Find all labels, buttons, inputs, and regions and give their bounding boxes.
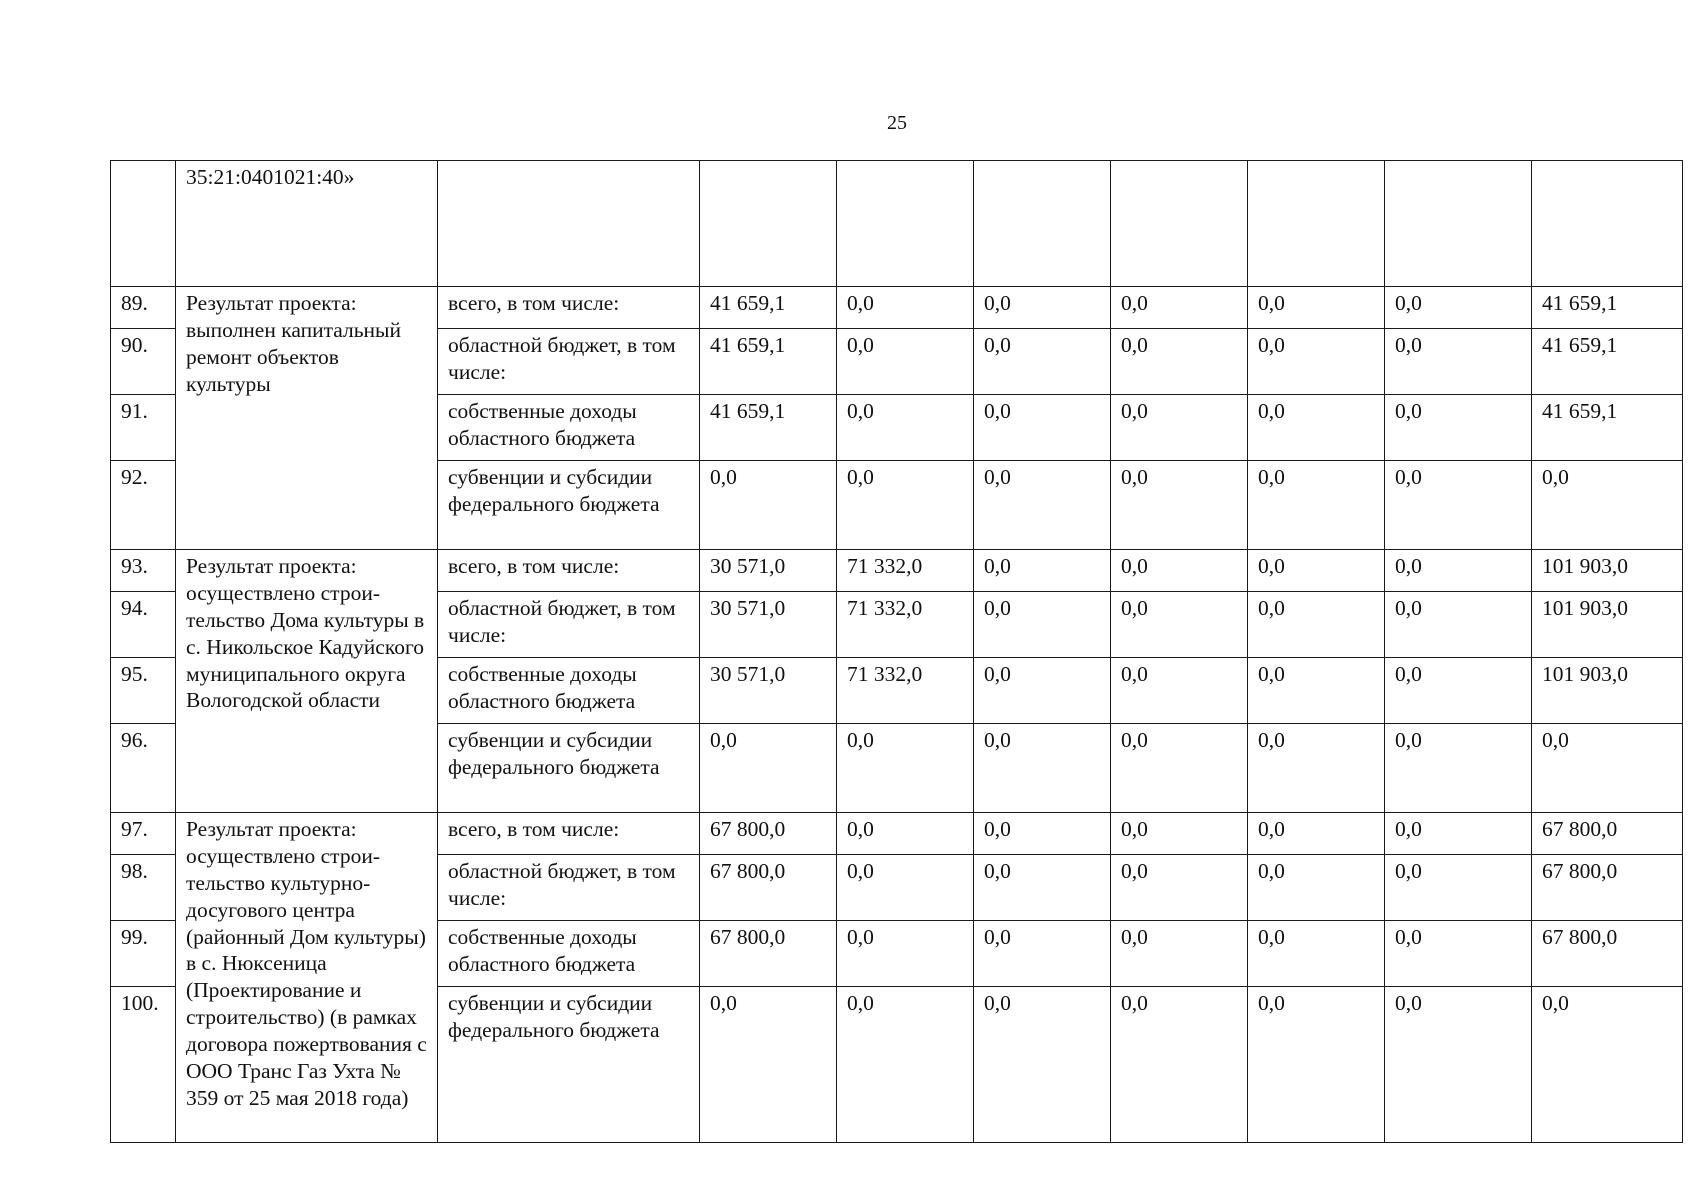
- value-cell: 0,0: [1248, 658, 1385, 724]
- value-cell: 67 800,0: [1532, 813, 1683, 855]
- value-cell: 41 659,1: [1532, 287, 1683, 329]
- row-number-cell: 97.: [111, 813, 176, 855]
- value-cell: 0,0: [1248, 813, 1385, 855]
- value-cell: 0,0: [1385, 987, 1532, 1143]
- page-number: 25: [887, 112, 907, 134]
- value-cell: 41 659,1: [1532, 395, 1683, 461]
- value-cell: [1111, 161, 1248, 287]
- value-cell: 0,0: [974, 987, 1111, 1143]
- value-cell: 0,0: [1111, 987, 1248, 1143]
- value-cell: 0,0: [974, 550, 1111, 592]
- value-cell: 0,0: [1385, 592, 1532, 658]
- value-cell: 41 659,1: [700, 329, 837, 395]
- value-cell: 0,0: [974, 461, 1111, 550]
- result-cell: Результат проекта: выполнен капитальный ремонт объектов культуры: [176, 287, 438, 550]
- row-number-cell: 98.: [111, 855, 176, 921]
- value-cell: 0,0: [1385, 658, 1532, 724]
- row-number-cell: 93.: [111, 550, 176, 592]
- value-cell: 0,0: [1385, 813, 1532, 855]
- value-cell: 0,0: [837, 921, 974, 987]
- value-cell: 0,0: [1532, 987, 1683, 1143]
- table-row: [111, 813, 1683, 855]
- value-cell: 71 332,0: [837, 550, 974, 592]
- value-cell: 0,0: [837, 987, 974, 1143]
- value-cell: 0,0: [1111, 287, 1248, 329]
- value-cell: 101 903,0: [1532, 592, 1683, 658]
- row-number-cell: 96.: [111, 724, 176, 813]
- value-cell: 0,0: [974, 592, 1111, 658]
- row-number-cell: 95.: [111, 658, 176, 724]
- funding-source-cell: всего, в том числе:: [438, 813, 700, 855]
- value-cell: 0,0: [1111, 550, 1248, 592]
- value-cell: 0,0: [974, 287, 1111, 329]
- value-cell: 0,0: [1248, 855, 1385, 921]
- value-cell: 0,0: [1248, 987, 1385, 1143]
- funding-source-cell: областной бюджет, в том числе:: [438, 855, 700, 921]
- value-cell: 0,0: [1111, 461, 1248, 550]
- value-cell: 0,0: [1111, 813, 1248, 855]
- result-cell: Результат проекта: осуществлено строительство Дома культуры в с. Никольское Кадуйского муниципального округа Вологодской области: [176, 550, 438, 813]
- value-cell: 0,0: [974, 724, 1111, 813]
- value-cell: 0,0: [1385, 287, 1532, 329]
- value-cell: 41 659,1: [700, 395, 837, 461]
- value-cell: 101 903,0: [1532, 658, 1683, 724]
- value-cell: [700, 161, 837, 287]
- funding-source-cell: субвенции и субсидии федерального бюджета: [438, 724, 700, 813]
- value-cell: 0,0: [1532, 461, 1683, 550]
- value-cell: 67 800,0: [700, 813, 837, 855]
- value-cell: 0,0: [1248, 395, 1385, 461]
- funding-source-cell: всего, в том числе:: [438, 287, 700, 329]
- result-cell: Результат проекта: осуществлено строительство культурно-досугового центра (районный Дом культуры) в с. Нюксеница (Проектирование и строительство) (в рамках договора пожертвования с ООО Транс Газ Ухта № 359 от 25 мая 2018 года): [176, 813, 438, 1143]
- value-cell: 0,0: [974, 329, 1111, 395]
- funding-source-cell: собственные доходы областного бюджета: [438, 395, 700, 461]
- value-cell: 0,0: [837, 287, 974, 329]
- value-cell: 41 659,1: [1532, 329, 1683, 395]
- value-cell: [1532, 161, 1683, 287]
- row-number-cell: 89.: [111, 287, 176, 329]
- row-number-cell: 92.: [111, 461, 176, 550]
- continuation-row: [111, 161, 1683, 287]
- funding-source-cell: субвенции и субсидии федерального бюджета: [438, 987, 700, 1143]
- value-cell: 0,0: [837, 395, 974, 461]
- table-row: [111, 287, 1683, 329]
- value-cell: 0,0: [837, 724, 974, 813]
- value-cell: [837, 161, 974, 287]
- value-cell: 0,0: [1248, 461, 1385, 550]
- value-cell: 0,0: [1248, 287, 1385, 329]
- value-cell: 0,0: [974, 395, 1111, 461]
- budget-table: [110, 160, 1683, 1143]
- row-number-cell: 90.: [111, 329, 176, 395]
- value-cell: [974, 161, 1111, 287]
- value-cell: 30 571,0: [700, 658, 837, 724]
- value-cell: 0,0: [837, 813, 974, 855]
- value-cell: [1248, 161, 1385, 287]
- value-cell: 0,0: [1248, 550, 1385, 592]
- value-cell: 67 800,0: [1532, 921, 1683, 987]
- value-cell: 0,0: [974, 855, 1111, 921]
- funding-source-cell: субвенции и субсидии федерального бюджета: [438, 461, 700, 550]
- value-cell: 0,0: [1385, 461, 1532, 550]
- value-cell: 67 800,0: [1532, 855, 1683, 921]
- row-number-cell: 99.: [111, 921, 176, 987]
- value-cell: 0,0: [1248, 592, 1385, 658]
- row-number-cell: 91.: [111, 395, 176, 461]
- value-cell: 0,0: [1385, 395, 1532, 461]
- value-cell: 0,0: [1385, 724, 1532, 813]
- value-cell: 0,0: [1111, 921, 1248, 987]
- value-cell: 0,0: [1248, 329, 1385, 395]
- value-cell: 0,0: [1385, 550, 1532, 592]
- value-cell: 101 903,0: [1532, 550, 1683, 592]
- funding-source-cell: [438, 161, 700, 287]
- value-cell: 0,0: [1111, 724, 1248, 813]
- value-cell: 0,0: [1111, 592, 1248, 658]
- funding-source-cell: собственные доходы областного бюджета: [438, 658, 700, 724]
- funding-source-cell: всего, в том числе:: [438, 550, 700, 592]
- row-number-cell: 100.: [111, 987, 176, 1143]
- value-cell: 0,0: [837, 461, 974, 550]
- funding-source-cell: областной бюджет, в том числе:: [438, 592, 700, 658]
- value-cell: 0,0: [1532, 724, 1683, 813]
- value-cell: 0,0: [700, 461, 837, 550]
- funding-source-cell: собственные доходы областного бюджета: [438, 921, 700, 987]
- value-cell: 71 332,0: [837, 592, 974, 658]
- row-number-cell: 94.: [111, 592, 176, 658]
- funding-source-cell: областной бюджет, в том числе:: [438, 329, 700, 395]
- value-cell: [1385, 161, 1532, 287]
- value-cell: 41 659,1: [700, 287, 837, 329]
- value-cell: 0,0: [1248, 724, 1385, 813]
- value-cell: 0,0: [1248, 921, 1385, 987]
- value-cell: 0,0: [700, 987, 837, 1143]
- value-cell: 0,0: [1111, 855, 1248, 921]
- value-cell: 0,0: [1111, 658, 1248, 724]
- value-cell: 0,0: [837, 329, 974, 395]
- value-cell: 0,0: [700, 724, 837, 813]
- value-cell: 0,0: [974, 921, 1111, 987]
- value-cell: 0,0: [1385, 921, 1532, 987]
- value-cell: 0,0: [1111, 329, 1248, 395]
- table-body: [111, 161, 1683, 1143]
- value-cell: 67 800,0: [700, 855, 837, 921]
- result-cell: 35:21:0401021:40»: [176, 161, 438, 287]
- value-cell: 0,0: [1385, 329, 1532, 395]
- row-number-cell: [111, 161, 176, 287]
- value-cell: 30 571,0: [700, 550, 837, 592]
- table-row: [111, 550, 1683, 592]
- value-cell: 30 571,0: [700, 592, 837, 658]
- value-cell: 0,0: [974, 658, 1111, 724]
- value-cell: 67 800,0: [700, 921, 837, 987]
- value-cell: 71 332,0: [837, 658, 974, 724]
- value-cell: 0,0: [1385, 855, 1532, 921]
- value-cell: 0,0: [1111, 395, 1248, 461]
- value-cell: 0,0: [837, 855, 974, 921]
- value-cell: 0,0: [974, 813, 1111, 855]
